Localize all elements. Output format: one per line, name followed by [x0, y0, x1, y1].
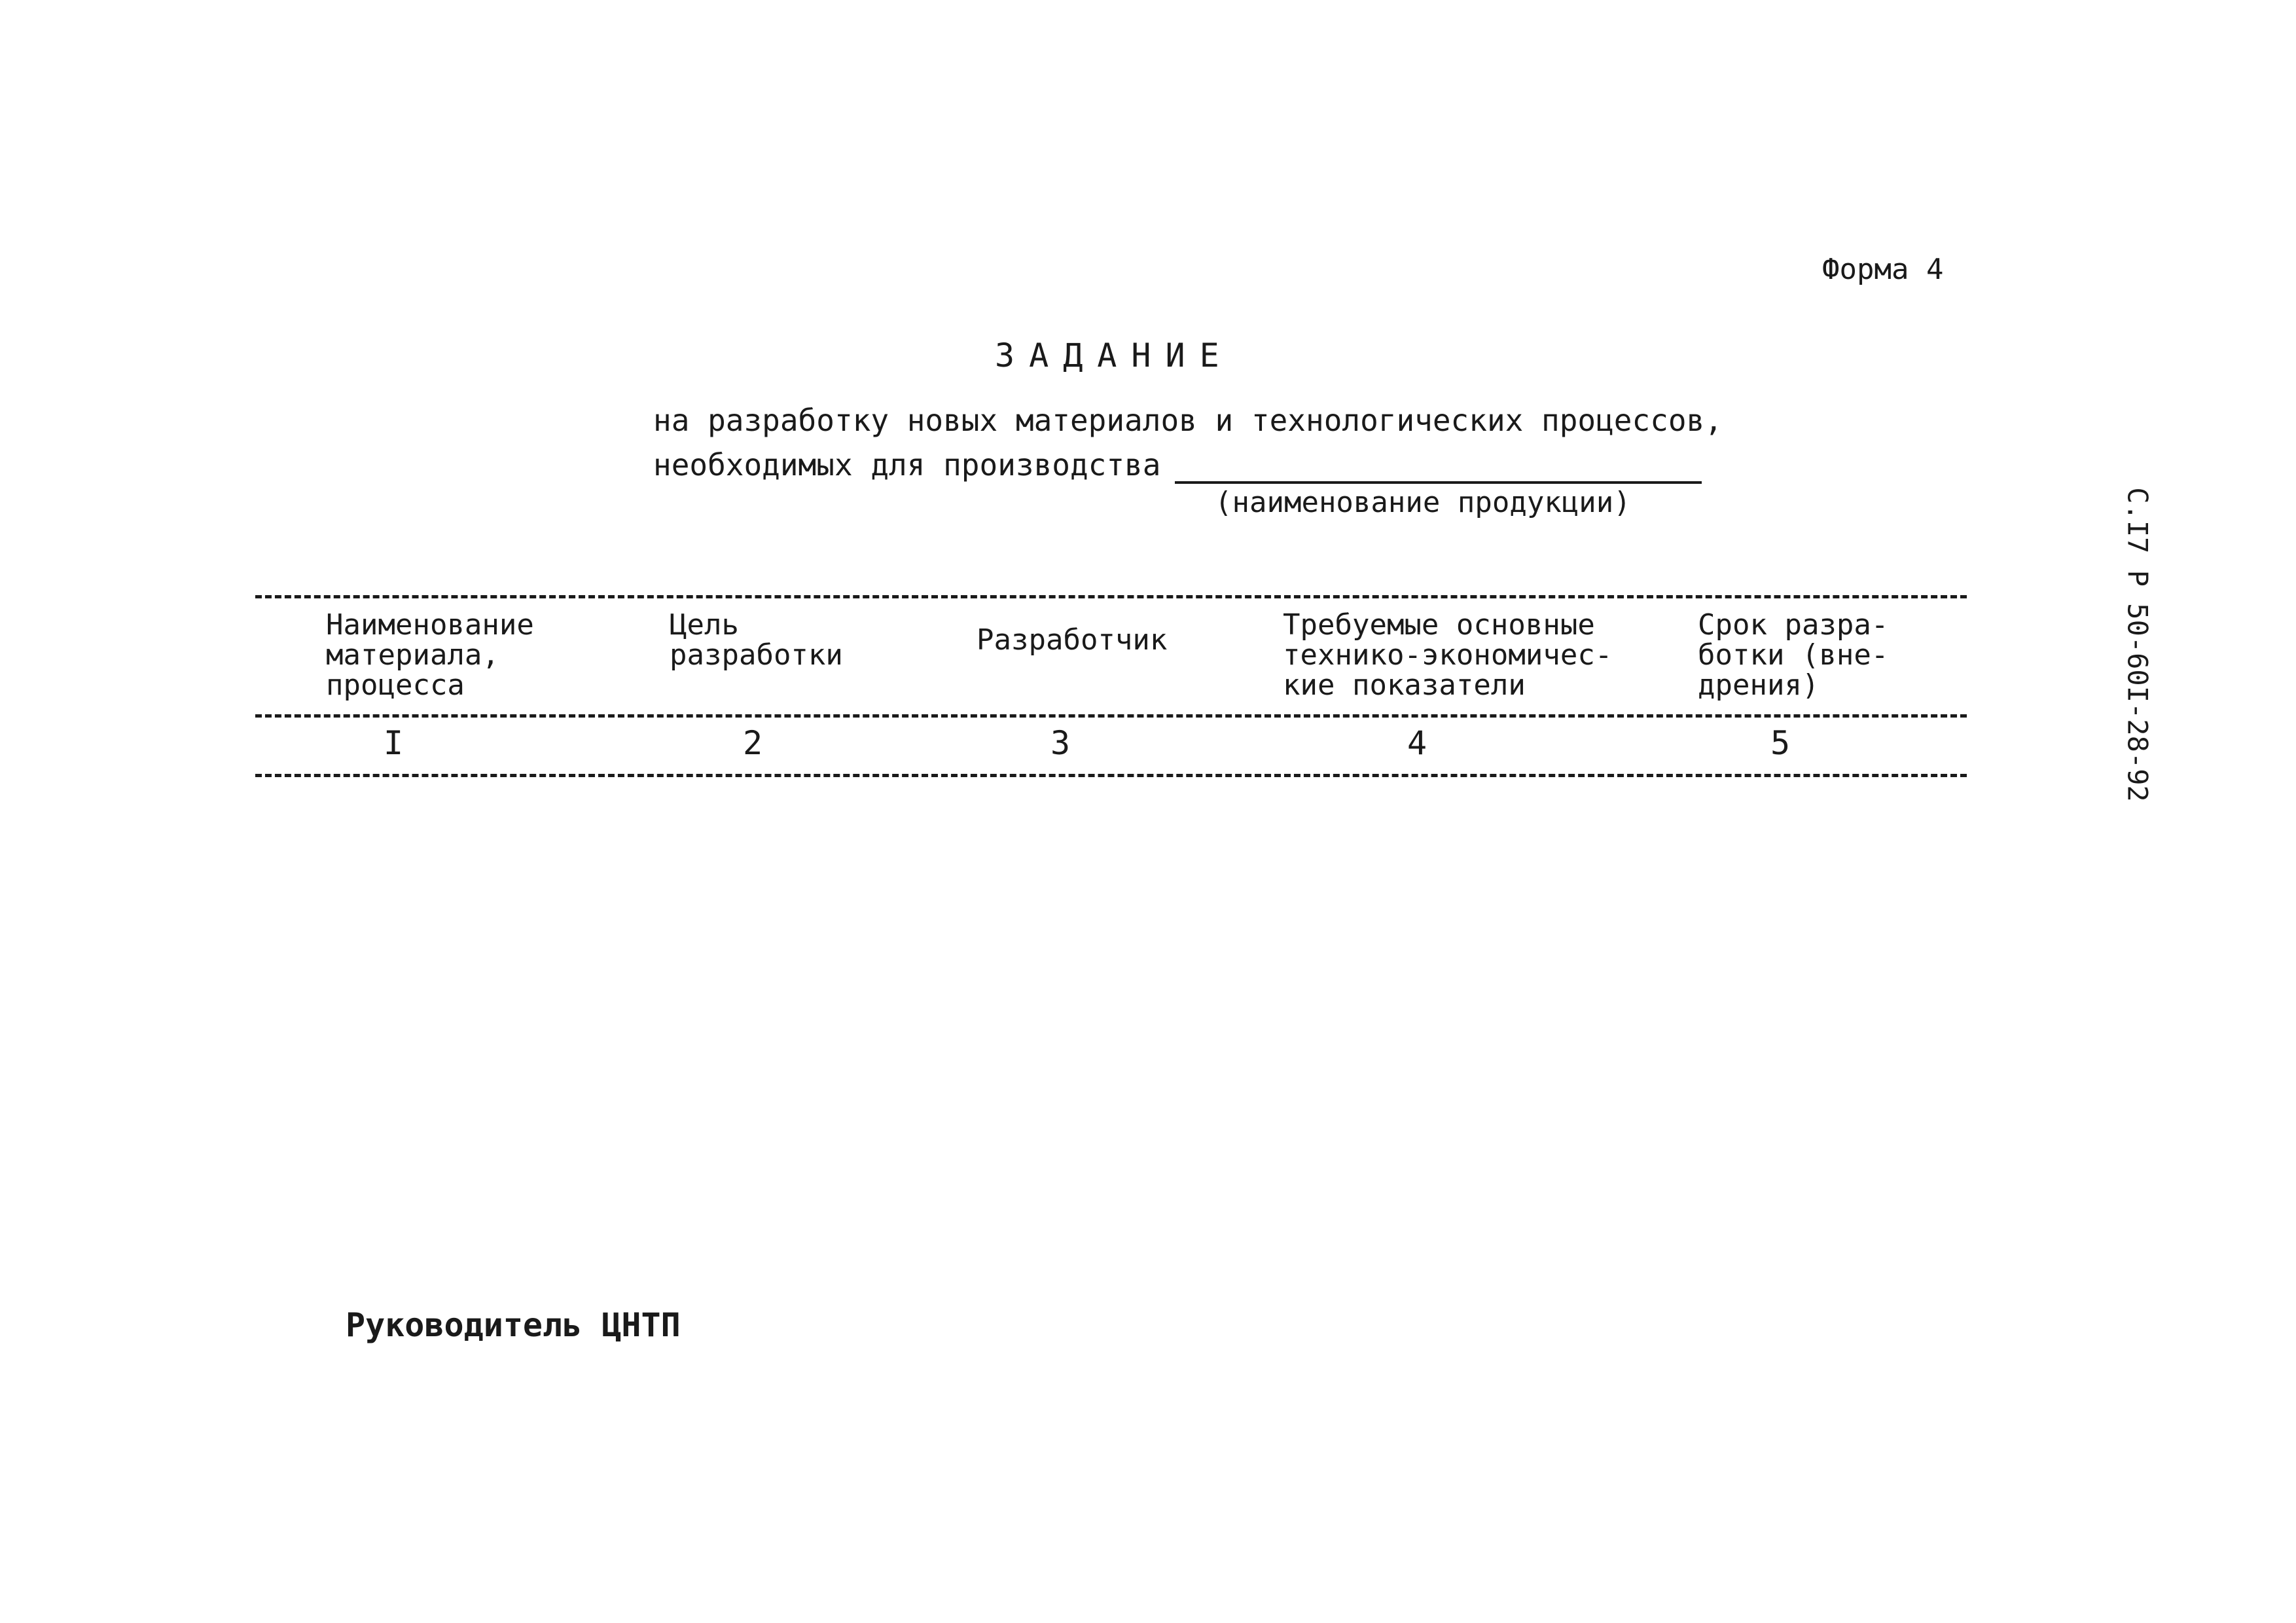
subtitle-line-1: на разработку новых материалов и технологических процессов, [653, 403, 1723, 438]
subtitle-line-2: необходимых для производства [653, 447, 1161, 483]
product-name-blank [1175, 481, 1702, 484]
column-number-3: 3 [1050, 724, 1071, 762]
column-number-4: 4 [1407, 724, 1427, 762]
table-middle-rule [255, 714, 1967, 718]
signature-label: Руководитель ЦНТП [346, 1306, 681, 1344]
table-bottom-rule [255, 774, 1967, 777]
header-deadline: Срок разра- ботки (вне- дрения) [1698, 608, 1889, 702]
column-number-2: 2 [742, 724, 763, 762]
header-indicators: Требуемые основные технико-экономичес- кие показатели [1283, 608, 1613, 702]
document-subtitle [653, 398, 1723, 487]
document-title: ЗАДАНИЕ [995, 337, 1234, 374]
document-side-code: С.I7 Р 50-60I-28-92 [2121, 487, 2154, 802]
table-top-rule [255, 595, 1967, 598]
header-material-name: Наименование материала, процесса [326, 608, 534, 702]
column-number-1: I [383, 724, 404, 762]
column-number-5: 5 [1770, 724, 1791, 762]
product-name-caption: (наименование продукции) [1215, 486, 1631, 519]
header-development-goal: Цель разработки [670, 608, 843, 672]
form-number-label: Форма 4 [1822, 253, 1944, 286]
header-developer: Разработчик [977, 623, 1168, 657]
